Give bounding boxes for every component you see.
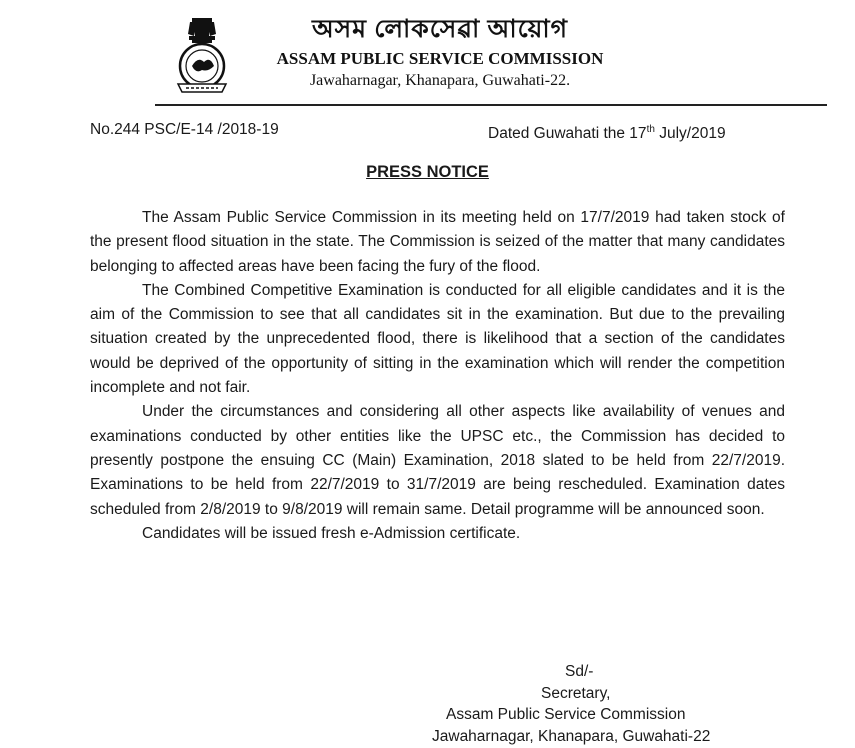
date-suffix: July/2019 — [654, 125, 726, 142]
state-emblem-icon — [168, 16, 236, 94]
signatory-designation: Secretary, — [541, 685, 611, 702]
paragraph-2: The Combined Competitive Examination is conducted for all eligible candidates and it is the aim of the Commission to see that all candidates sit in the examination. But due to the prevailing situation created by the unprecedented flood, there is likelihood that a section of the candidates would be deprived of the opportunity of sitting in the examination which will render the competition incomplete and not fair. — [90, 281, 785, 397]
paragraph-4: Candidates will be issued fresh e-Admission certificate. — [142, 524, 521, 542]
commission-address: Jawaharnagar, Khanapara, Guwahati-22. — [309, 72, 571, 89]
letterhead — [0, 0, 855, 106]
signature-sd: Sd/- — [565, 663, 594, 680]
notice-date — [488, 120, 726, 144]
signatory-address: Jawaharnagar, Khanapara, Guwahati-22 — [432, 728, 711, 745]
paragraph-3: Under the circumstances and considering all other aspects like availability of venues and examinations conducted by other entities like the UPSC etc., the Commission has decided to presently postpone the ensuing CC (Main) Examination, 2018 slated to be held from 22/7/2019. Examinations to be held from 22/7/2019 to 31/7/2019 are being rescheduled. Examination dates scheduled from 2/8/2019 to 9/8/2019 will remain same. Detail programme will be announced soon. — [90, 403, 785, 518]
letterhead-text — [250, 14, 630, 92]
notice-body — [90, 206, 785, 546]
signatory-organization: Assam Public Service Commission — [446, 706, 686, 723]
header-divider — [155, 104, 827, 106]
date-prefix: Dated Guwahati the 17 — [488, 125, 647, 142]
paragraph-1: The Assam Public Service Commission in its meeting held on 17/7/2019 had taken stock of the present flood situation in the state. The Commission is seized of the matter that many candidates belonging to affected areas have been facing the fury of the flood. — [90, 209, 785, 275]
date-ordinal: th — [646, 124, 655, 135]
notice-title: PRESS NOTICE — [366, 163, 489, 181]
commission-name-english: ASSAM PUBLIC SERVICE COMMISSION — [276, 49, 604, 68]
reference-number: No.244 PSC/E-14 /2018-19 — [90, 121, 279, 138]
commission-name-bengali: অসম লোকসেৱা আয়োগ — [311, 16, 569, 43]
